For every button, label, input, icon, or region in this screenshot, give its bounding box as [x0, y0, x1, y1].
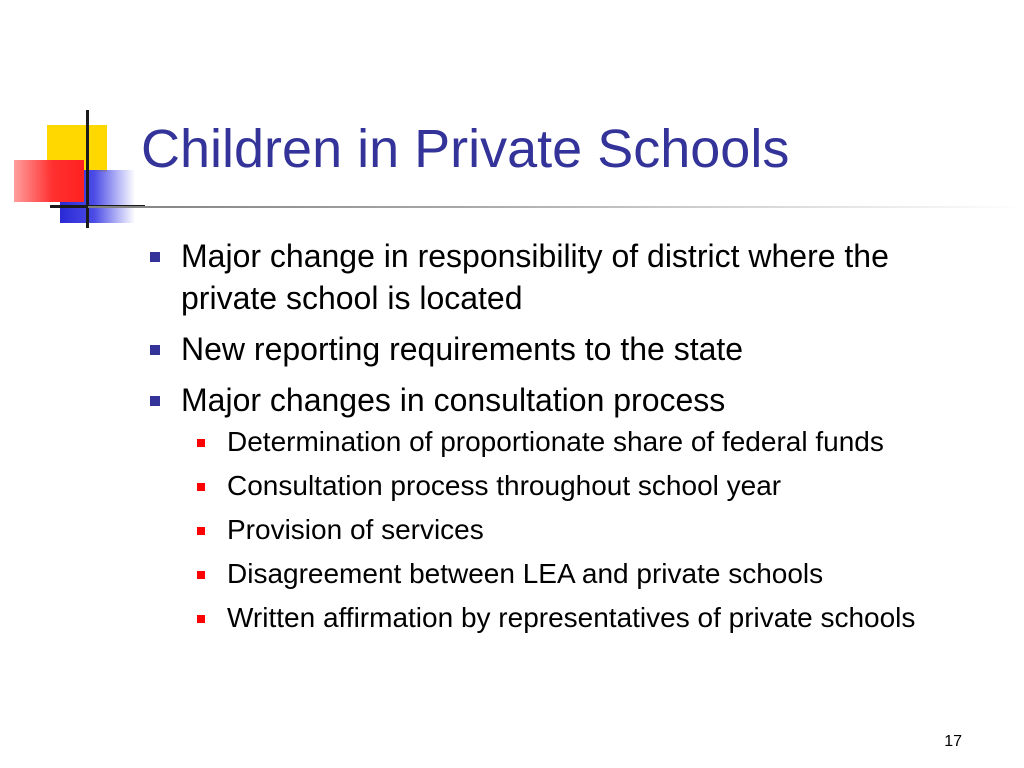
sub-bullet-item: [197, 468, 980, 503]
square-bullet-icon: [197, 527, 205, 535]
sub-bullet-text: Provision of services: [227, 514, 484, 545]
bullet-text: Major change in responsibility of district where the private school is located: [181, 238, 889, 316]
sub-bullet-list: [150, 424, 980, 635]
sub-bullet-text: Determination of proportionate share of federal funds: [227, 426, 884, 457]
sub-bullet-text: Disagreement between LEA and private schools: [227, 558, 824, 589]
square-bullet-icon: [197, 615, 205, 623]
square-bullet-icon: [197, 483, 205, 491]
bullet-item: [150, 235, 980, 319]
sub-bullet-item: [197, 600, 980, 635]
sub-bullet-item: [197, 556, 980, 591]
bullet-item: [150, 379, 980, 421]
sub-bullet-item: [197, 424, 980, 459]
square-bullet-icon: [150, 252, 160, 262]
bullet-text: Major changes in consultation process: [181, 382, 726, 418]
bullet-item: [150, 328, 980, 370]
logo-red-square: [14, 160, 84, 202]
sub-bullet-text: Written affirmation by representatives of private schools: [227, 602, 916, 633]
title-divider: [88, 206, 1024, 208]
square-bullet-icon: [150, 345, 160, 355]
sub-bullet-text: Consultation process throughout school year: [227, 470, 782, 501]
slide-content: [150, 235, 980, 644]
square-bullet-icon: [150, 396, 160, 406]
page-number: 17: [944, 733, 962, 750]
sub-bullet-item: [197, 512, 980, 547]
slide-title: Children in Private Schools: [141, 119, 790, 179]
decorative-logo: [0, 0, 160, 240]
square-bullet-icon: [197, 439, 205, 447]
square-bullet-icon: [197, 571, 205, 579]
bullet-text: New reporting requirements to the state: [181, 331, 744, 367]
logo-vertical-line: [86, 110, 89, 228]
